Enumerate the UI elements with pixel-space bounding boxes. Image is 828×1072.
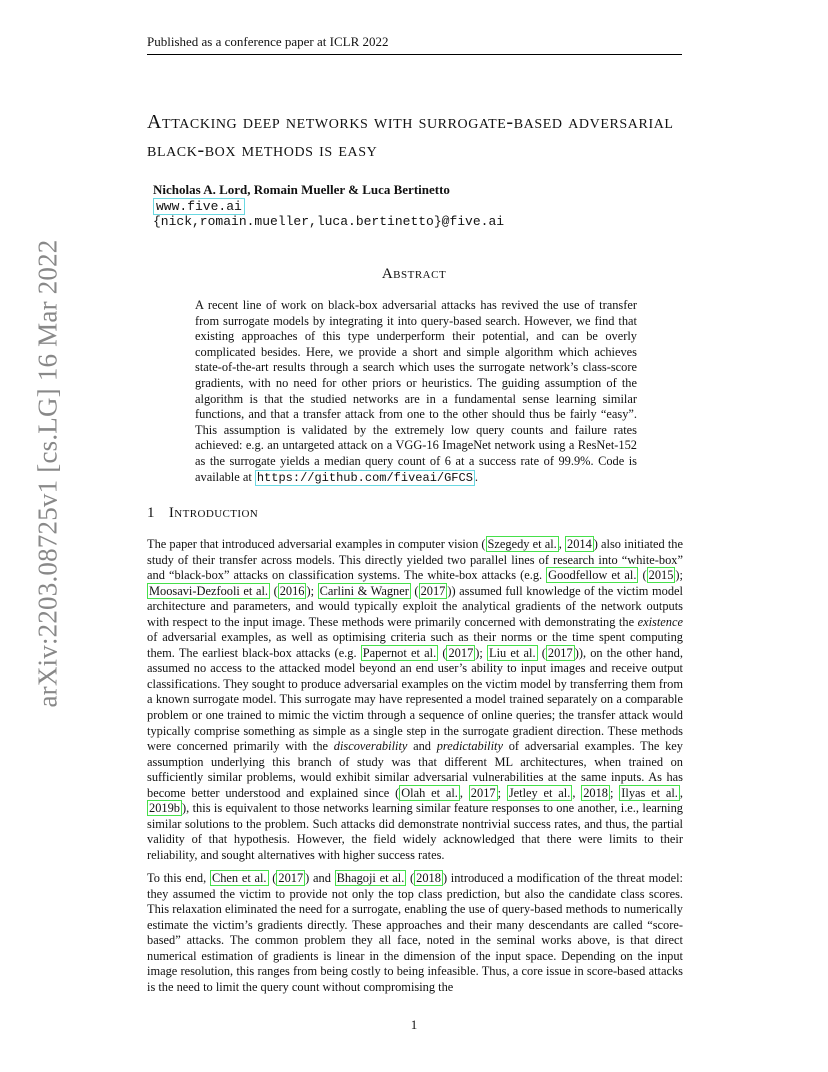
citation-link[interactable]: 2014 [567, 537, 592, 551]
section-heading [147, 505, 258, 522]
citation-link[interactable]: 2016 [279, 583, 305, 598]
citation-link[interactable]: 2017 [278, 871, 304, 885]
emphasis: discoverability [333, 739, 408, 754]
abstract-heading: Abstract [381, 266, 447, 282]
citation-link[interactable]: Carlini & Wagner [319, 583, 409, 598]
text-run: ( [438, 645, 447, 660]
abstract-body [195, 298, 637, 486]
text-run: ; [610, 785, 620, 800]
text-run: of adversarial examples, as well as optimising criteria such as their norms or the time spent computing them. The earliest black-box attacks (e.g. [147, 630, 683, 660]
website-link[interactable]: www.five.ai [153, 198, 245, 215]
text-run: ) also initiated the study of their transfer across models. This directly yielded two parallel lines of research into “white-box” and “black-box” attacks on classification systems. The white-box attacks (e.g. [147, 537, 684, 583]
emphasis: predictability [436, 739, 503, 754]
text-run: )), on the other hand, assumed no access to the attacked model beyond an end user’s ability to input images and receive output classifications. They sought to produce adversarial examples on the victim model by transferring them from a known surrogate model. This surrogate may have represented a model trained separately on a comparable problem or one trained to mimic the victim through a sequence of online queries; the transfer attack would typically comprise something as simple as a single step in the surrogate gradient direction. These methods were concerned primarily with the [147, 645, 683, 754]
citation-link[interactable]: Chen et al. [211, 871, 267, 885]
text-run: of adversarial examples. The key assumption underlying this branch of study was that different ML architectures, when trained on sufficiently similar problems, would exhibit similar adversarial vulnerabilities at the same inputs. As has become better understood and explained since ( [147, 739, 683, 800]
abstract-end: . [474, 469, 479, 484]
citation-link[interactable]: 2017 [420, 583, 446, 598]
paper-title: Attacking deep networks with surrogate-based adversarial black-box methods is easy [147, 111, 674, 161]
citation-link[interactable]: Liu et al. [489, 645, 536, 660]
text-run: ); [675, 568, 683, 583]
citation-link[interactable]: 2018 [416, 871, 441, 885]
authors: Nicholas A. Lord, Romain Mueller & Luca Bertinetto [153, 182, 450, 197]
abstract-text: A recent line of work on black-box adversarial attacks has revived the use of transfer from surrogate models by integrating it into query-based search. However, we find that existing approaches of this type underperform their potential, and can be overly complicated besides. Here, we provide a short and simple algorithm which achieves state-of-the-art results through a search which uses the surrogate network’s class-score gradients, with no need for other priors or heuristics. The guiding assumption of the algorithm is that the studied networks are in a fundamental sense learning similar functions, and that a transfer attack from one to the other should thus be fairly “easy”. This assumption is validated by the extremely low query counts and failure rates achieved: e.g. an untargeted attack on a VGG-16 ImageNet network using a ResNet-152 as the surrogate yields a median query count of 6 at a success rate of 99.9%. Code is available at [195, 298, 637, 484]
text-run: ) and [305, 871, 335, 885]
citation-link[interactable]: Ilyas et al. [621, 785, 678, 800]
citation-link[interactable]: 2015 [648, 568, 674, 583]
text-run: ( [269, 583, 278, 598]
code-url-link[interactable]: https://github.com/fiveai/GFCS [256, 470, 473, 485]
section-title: Introduction [168, 505, 259, 521]
citation-link[interactable]: Jetley et al. [508, 785, 571, 800]
text-run: )) assumed full knowledge of the victim model architecture and parameters, and would typically exploit the analytical gradients of the network outputs with respect to the input image. These methods were primarily concerned with demonstrating the [147, 583, 683, 629]
text-run: ( [638, 568, 647, 583]
text-run: To this end, [147, 871, 210, 885]
author-emails: {nick,romain.mueller,luca.bertinetto}@five.ai [153, 214, 505, 229]
citation-link[interactable]: Papernot et al. [362, 645, 437, 660]
citation-link[interactable]: Olah et al. [401, 785, 458, 800]
text-run: ); [306, 583, 318, 598]
text-run: , [572, 785, 582, 800]
citation-link[interactable]: Szegedy et al. [487, 537, 557, 551]
citation-link[interactable]: 2018 [583, 785, 608, 800]
text-run: ), this is equivalent to those networks learning similar feature responses to one another, i.e., learning similar solutions to the problem. Such attacks did demonstrate nontrivial success rates, and thus, the partial validity of that hypothesis. However, the field widely acknowledged that there were limits to their reliability, and sought alternatives with higher success rates. [147, 801, 683, 862]
text-run: ( [268, 871, 277, 885]
running-head: Published as a conference paper at ICLR 2022 [147, 34, 682, 55]
emphasis: existence [637, 614, 683, 629]
intro-paragraph-1 [147, 537, 683, 863]
text-run: ( [406, 871, 415, 885]
text-run: ; [497, 785, 507, 800]
text-run: ) introduced a modification of the threat model: they assumed the victim to provide not only the top class prediction, but also the candidate class scores. This relaxation eliminated the need for a surrogate, enabling the use of query-based methods to numerically estimate the victim’s gradients directly. These approaches and their many descendants are called “score-based” attacks. The common problem they all face, noted in the seminal works above, is that direct numerical estimation of gradients is linear in the dimension of the input space. Depending on the input image resolution, this ranges from being costly to being infeasible. Thus, a core issue in score-based attacks is the need to limit the query count without compromising the [147, 871, 683, 994]
text-run: , [558, 537, 565, 551]
text-run: and [407, 739, 437, 754]
citation-link[interactable]: Goodfellow et al. [548, 568, 637, 583]
page-number: 1 [410, 1017, 418, 1032]
citation-link[interactable]: Bhagoji et al. [336, 871, 405, 885]
text-run: ( [537, 645, 546, 660]
section-number: 1 [147, 505, 155, 521]
citation-link[interactable]: 2017 [547, 645, 573, 660]
arxiv-id: arXiv:2203.08725v1 [cs.LG] 16 Mar 2022 [32, 238, 63, 708]
citation-link[interactable]: 2019b [149, 801, 180, 816]
text-run: , [679, 785, 684, 800]
text-run: ( [410, 583, 419, 598]
citation-link[interactable]: Moosavi-Dezfooli et al. [149, 583, 268, 598]
intro-paragraph-2 [147, 871, 683, 995]
text-run: The paper that introduced adversarial examples in computer vision ( [147, 537, 486, 551]
text-run: ); [475, 645, 488, 660]
citation-link[interactable]: 2017 [470, 785, 496, 800]
text-run: , [459, 785, 469, 800]
citation-link[interactable]: 2017 [448, 645, 474, 660]
